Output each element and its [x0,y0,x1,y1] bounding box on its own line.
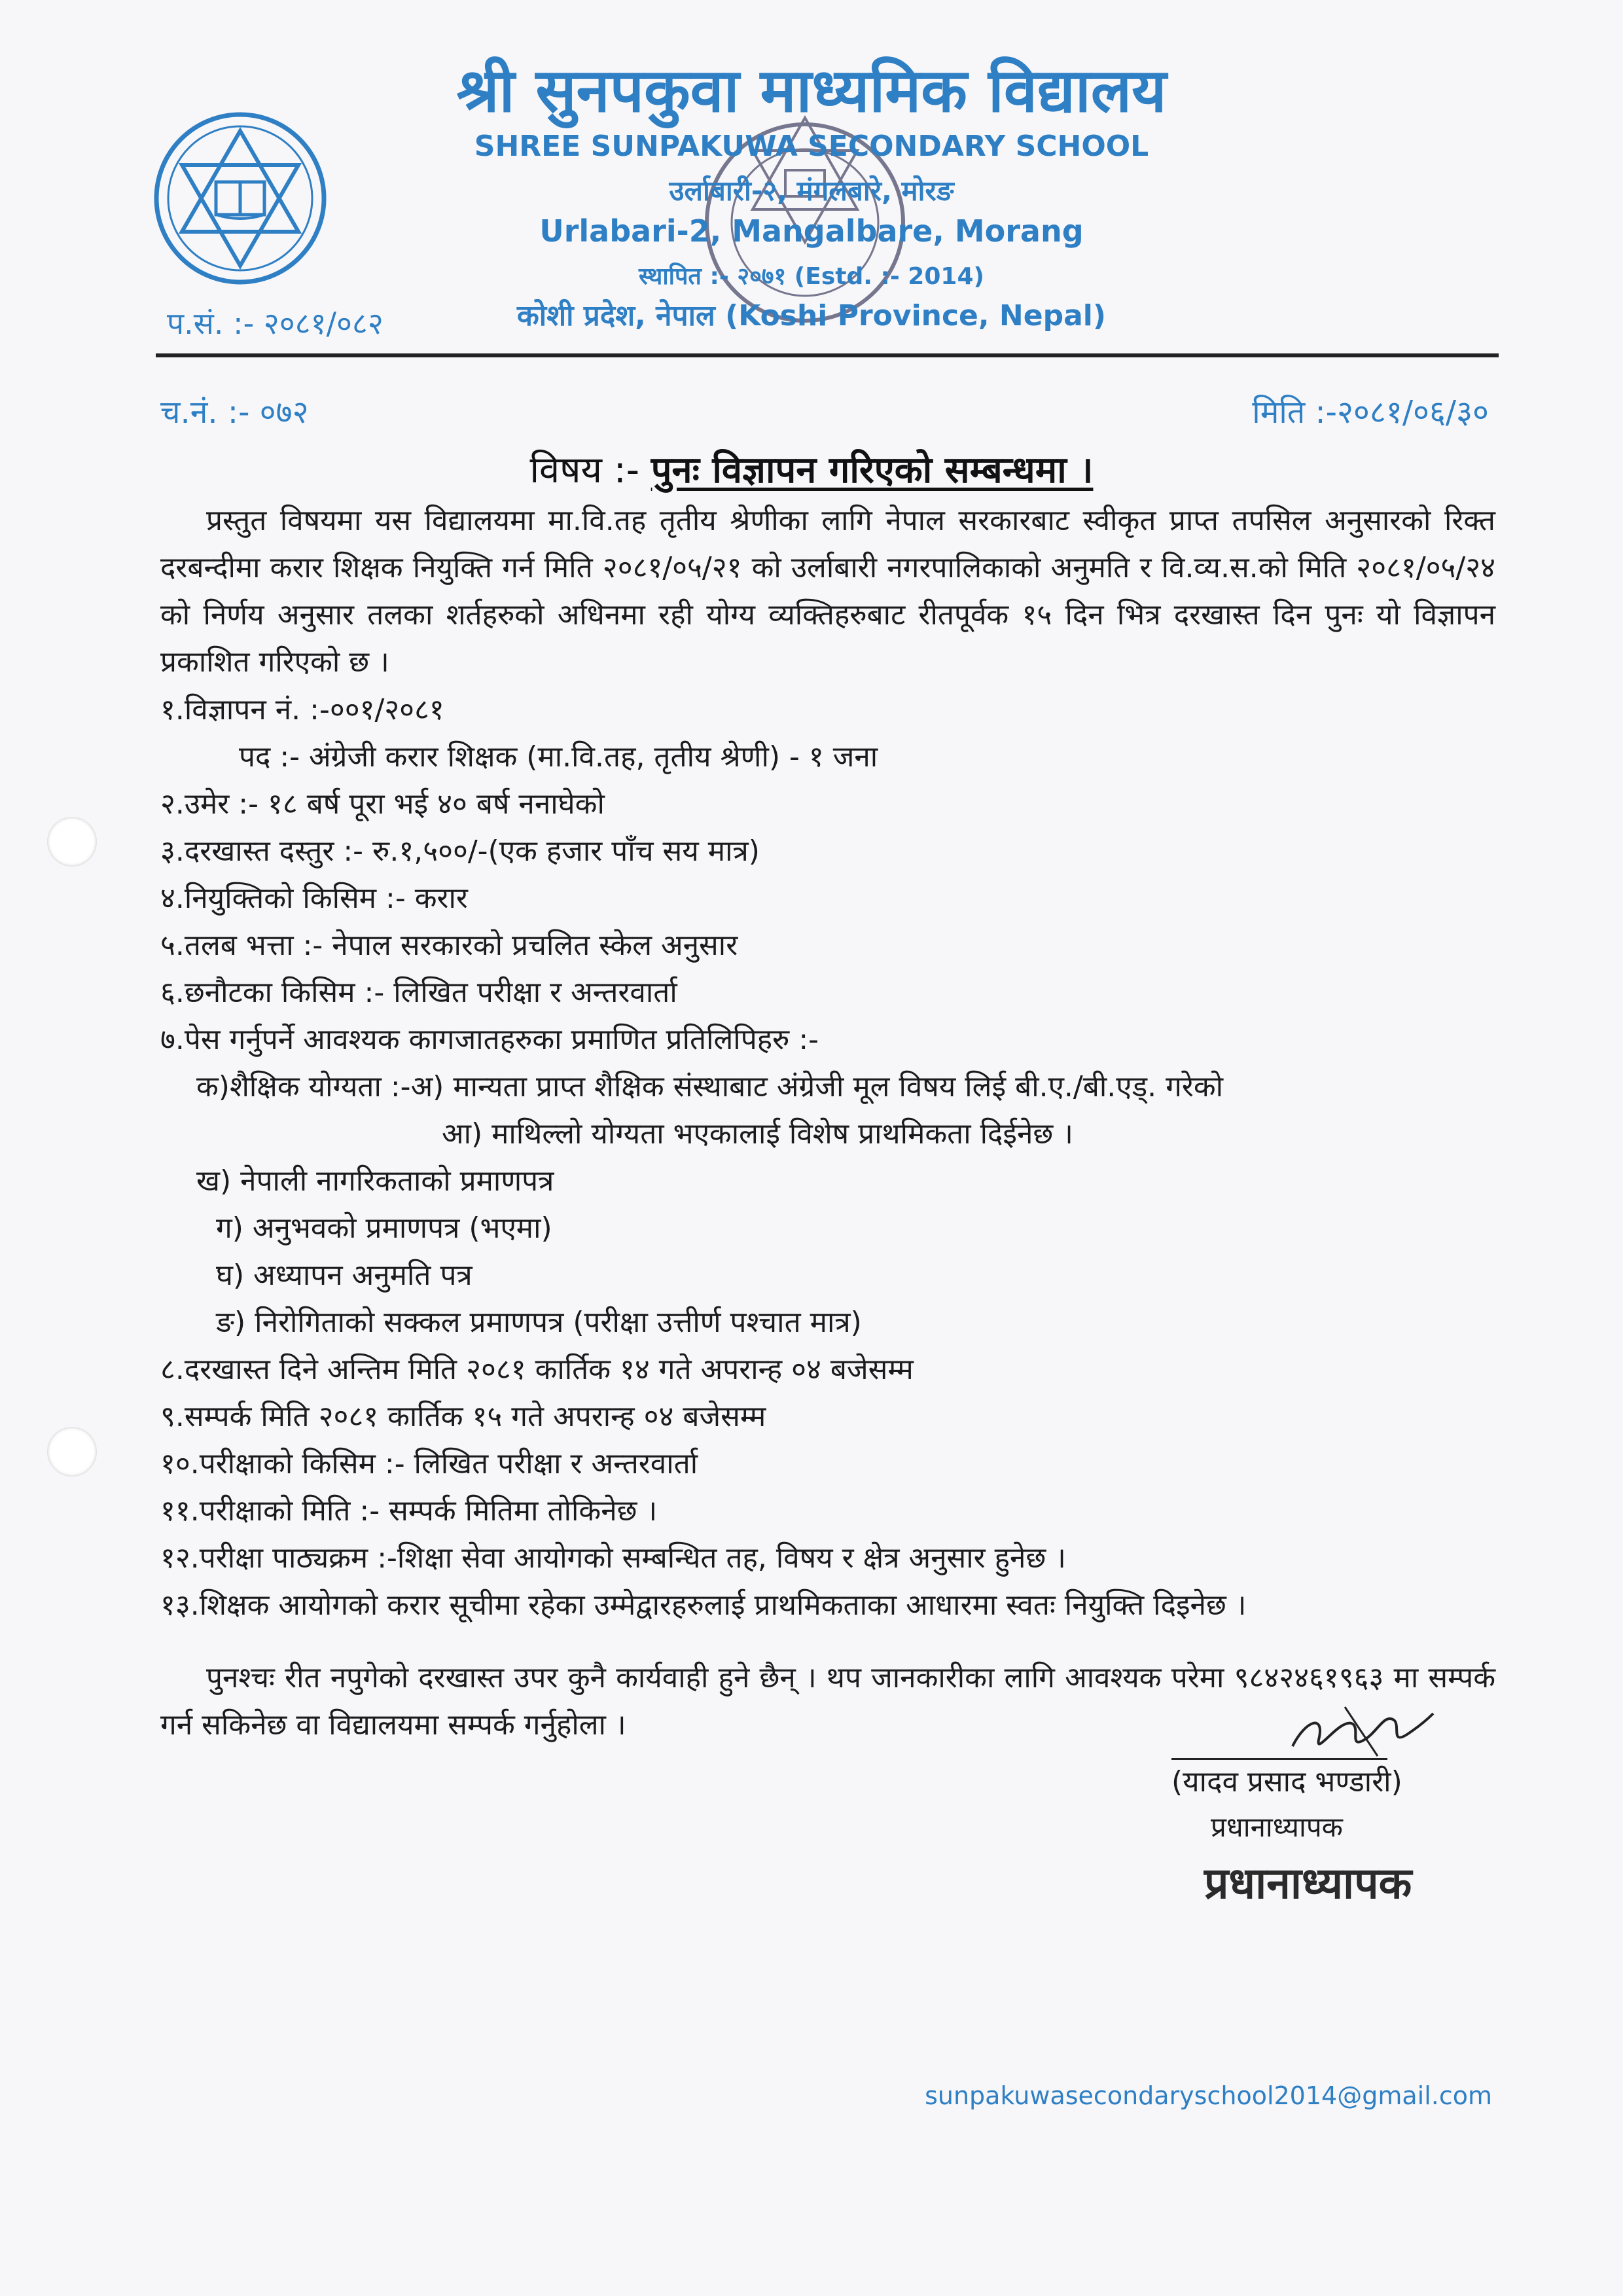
intro-paragraph [160,497,1495,686]
handwritten-signature [1279,1694,1443,1766]
item-8: ८.दरखास्त दिने अन्तिम मिति २०८१ कार्तिक १४ गते अपरान्ह ०४ बजेसम्म [160,1353,914,1386]
dispatch-number: च.नं. :- ०७२ [160,394,309,431]
item-10: १०.परीक्षाको किसिम :- लिखित परीक्षा र अन्तरवार्ता [160,1447,698,1480]
item-12: १२.परीक्षा पाठ्यक्रम :-शिक्षा सेवा आयोगको सम्बन्धित तह, विषय र क्षेत्र अनुसार हुनेछ । [160,1541,1066,1575]
item-11: ११.परीक्षाको मिति :- सम्पर्क मितिमा तोकिनेछ । [160,1494,658,1528]
item-2: २.उमेर :- १८ बर्ष पूरा भई ४० बर्ष ननाघेको [160,787,605,821]
item-6: ६.छनौटका किसिम :- लिखित परीक्षा र अन्तरवार्ता [160,976,677,1009]
signatory-name: (यादव प्रसाद भण्डारी) [1171,1765,1402,1799]
item-4: ४.नियुक्तिको किसिम :- करार [160,882,468,915]
item-5: ५.तलब भत्ता :- नेपाल सरकारको प्रचलित स्केल अनुसार [160,929,738,962]
item-9: ९.सम्पर्क मिति २०८१ कार्तिक १५ गते अपरान्ह ०४ बजेसम्म [160,1400,766,1433]
item-7e: ङ) निरोगिताको सक्कल प्रमाणपत्र (परीक्षा उत्तीर्ण पश्चात मात्र) [216,1306,862,1339]
signature-line [1171,1758,1387,1760]
header-divider [156,353,1499,357]
subject-text: पुनः विज्ञापन गरिएको सम्बन्धमा । [651,449,1094,492]
item-post: पद :- अंग्रेजी करार शिक्षक (मा.वि.तह, तृतीय श्रेणी) - १ जना [239,740,878,774]
item-7a-2: आ) माथिल्लो योग्यता भएकालाई विशेष प्राथमिकता दिईनेछ । [442,1117,1073,1151]
item-3: ३.दरखास्त दस्तुर :- रु.१,५००/-(एक हजार पाँच सय मात्र) [160,834,760,868]
item-7d: घ) अध्यापन अनुमति पत्र [216,1259,473,1292]
province-line: कोशी प्रदेश, नेपाल (Koshi Province, Nepal) [517,299,1106,332]
punch-hole-top [47,817,97,867]
title-stamp: प्रधानाध्यापक [1204,1858,1412,1909]
item-7c: ग) अनुभवको प्रमाणपत्र (भएमा) [216,1211,552,1245]
signatory-title: प्रधानाध्यापक [1211,1811,1343,1843]
school-name-nepali: श्री सुनपकुवा माध्यमिक विद्यालय [456,56,1167,126]
item-1: १.विज्ञापन नं. :-००१/२०८१ [160,693,444,726]
postscript-text: पुनश्चः रीत नपुगेको दरखास्त उपर कुनै कार्यवाही हुने छैन् । थप जानकारीका लागि आवश्यक परेमा ९८४२४६१९६३ मा सम्पर्क गर्न सकिनेछ वा विद्यालयमा सम्पर्क गर्नुहोला । [160,1661,1495,1742]
item-7a: क)शैक्षिक योग्यता :-अ) मान्यता प्राप्त शैक्षिक संस्थाबाट अंग्रेजी मूल विषय लिई बी.ए./बी.एड्. गरेको [196,1070,1224,1103]
address-nepali: उर्लाबारी-२, मंगलबारे, मोरङ [669,175,954,207]
intro-text: प्रस्तुत विषयमा यस विद्यालयमा मा.वि.तह तृतीय श्रेणीका लागि नेपाल सरकारबाट स्वीकृत प्राप्त तपसिल अनुसारको रिक्त दरबन्दीमा करार शिक्षक नियुक्ति गर्न मिति २०८१/०५/२१ को उर्लाबारी नगरपालिकाको अनुमति र वि.व्य.स.को मिति २०८१/०५/२४ को निर्णय अनुसार तलका शर्तहरुको अधिनमा रही योग्य व्यक्तिहरुबाट रीतपूर्वक १५ दिन भित्र दरखास्त दिन पुनः यो विज्ञापन प्रकाशित गरिएको छ । [160,504,1495,679]
school-name-english: SHREE SUNPAKUWA SECONDARY SCHOOL [474,130,1149,163]
school-email: sunpakuwasecondaryschool2014@gmail.com [925,2081,1492,2110]
letter-date: मिति :-२०८१/०६/३० [1252,394,1489,431]
item-13: १३.शिक्षक आयोगको करार सूचीमा रहेका उम्मेद्वारहरुलाई प्राथमिकताका आधारमा स्वतः नियुक्ति दिइनेछ । [160,1588,1247,1622]
subject-label: विषय :- [529,449,651,492]
established-year: स्थापित :- २०७१ (Estd. :- 2014) [639,263,984,290]
fiscal-year-ref: प.सं. :- २०८१/०८२ [167,306,383,341]
item-7b: ख) नेपाली नागरिकताको प्रमाणपत्र [196,1164,554,1198]
item-7: ७.पेस गर्नुपर्ने आवश्यक कागजातहरुका प्रमाणित प्रतिलिपिहरु :- [160,1023,819,1056]
subject-line [0,444,1623,493]
punch-hole-bottom [47,1427,97,1477]
address-english: Urlabari-2, Mangalbare, Morang [539,213,1084,249]
